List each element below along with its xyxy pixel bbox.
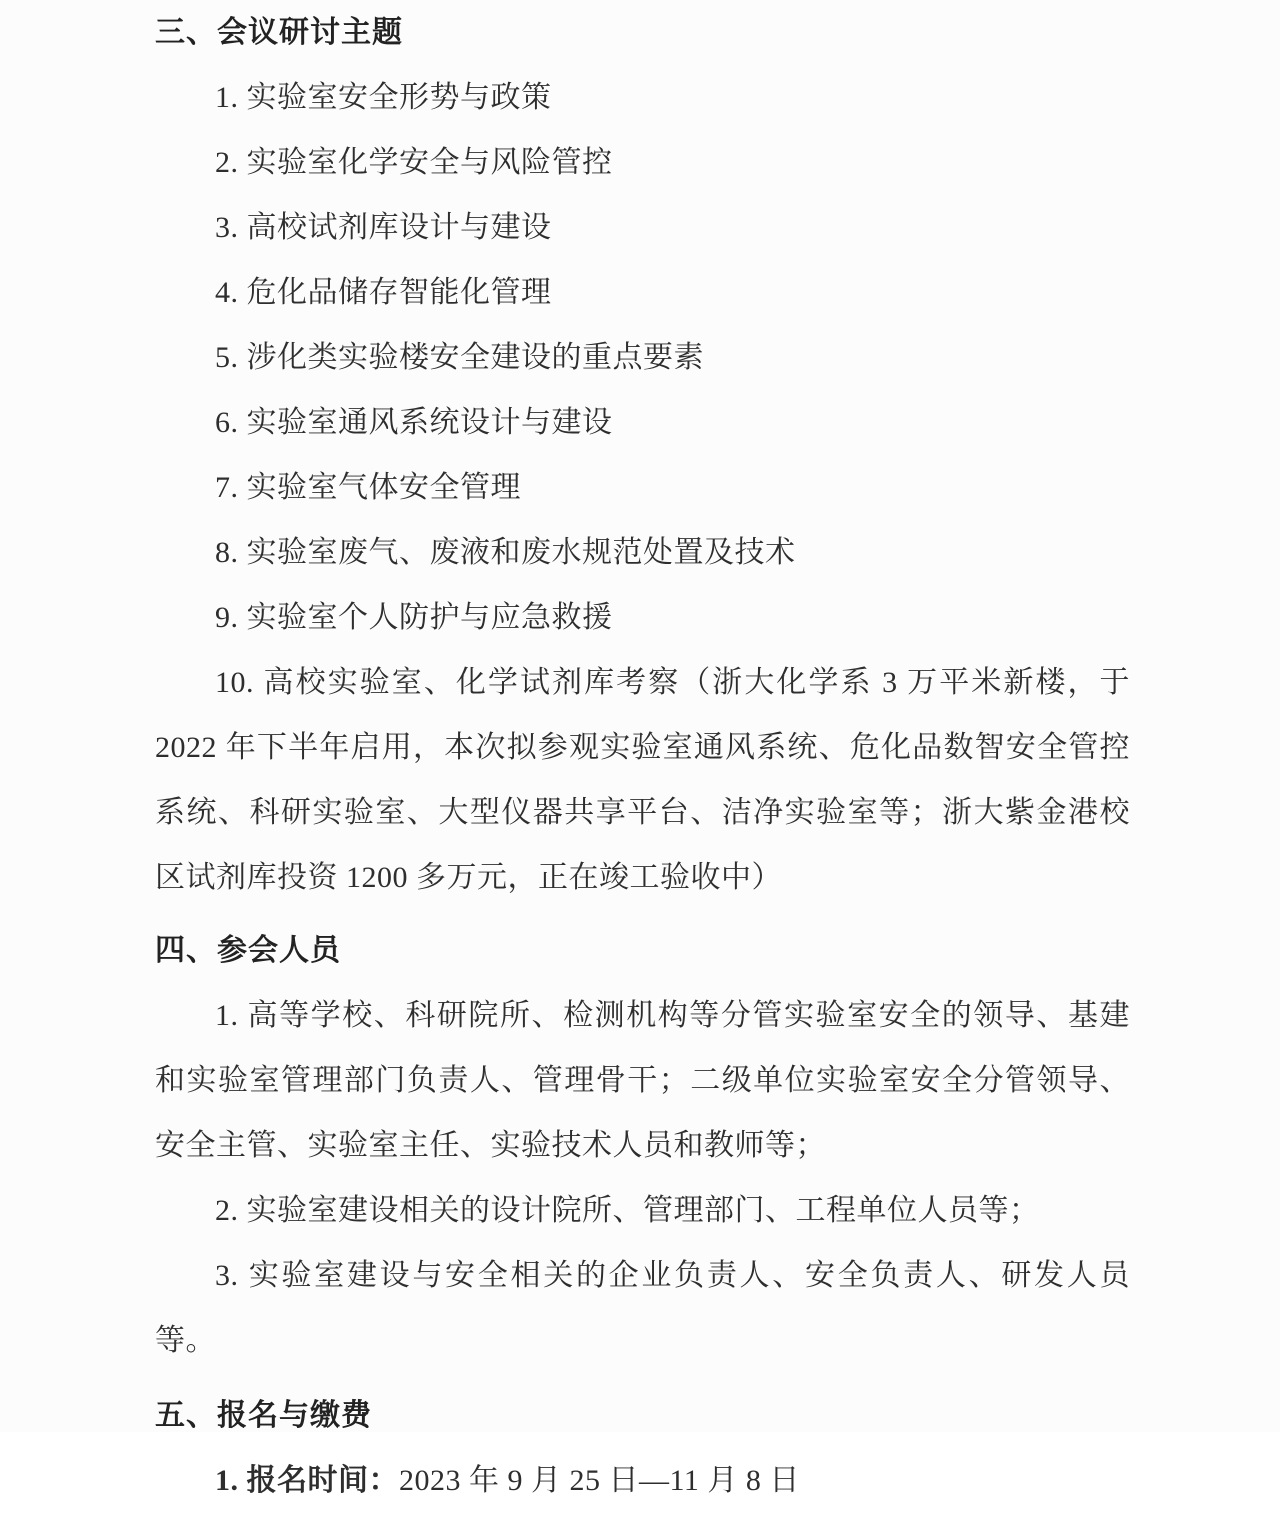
topic-item-1: 1. 实验室安全形势与政策 <box>215 81 552 114</box>
section-heading-registration: 五、报名与缴费 <box>155 1399 372 1432</box>
topic-item-6: 6. 实验室通风系统设计与建设 <box>215 406 613 439</box>
registration-time-line <box>155 1448 1130 1513</box>
topic-item-7: 7. 实验室气体安全管理 <box>215 471 521 504</box>
registration-time-label: 1. 报名时间： <box>215 1464 399 1497</box>
registration-time-value: 2023 年 9 月 25 日—11 月 8 日 <box>399 1464 800 1497</box>
topic-item-10: 10. 高校实验室、化学试剂库考察（浙大化学系 3 万平米新楼，于 2022 年下半年启用，本次拟参观实验室通风系统、危化品数智安全管控系统、科研实验室、大型仪器共享平台、洁净实验室等；浙大紫金港校区试剂库投资 1200 多万元，正在竣工验收中） <box>155 666 1130 894</box>
participant-item-3: 3. 实验室建设与安全相关的企业负责人、安全负责人、研发人员等。 <box>155 1259 1130 1357</box>
topic-item-9: 9. 实验室个人防护与应急救援 <box>215 601 613 634</box>
topic-item-8: 8. 实验室废气、废液和废水规范处置及技术 <box>215 536 796 569</box>
topic-item-5: 5. 涉化类实验楼安全建设的重点要素 <box>215 341 704 374</box>
topic-item-3: 3. 高校试剂库设计与建设 <box>215 211 552 244</box>
section-heading-topics: 三、会议研讨主题 <box>155 16 403 49</box>
participant-item-2: 2. 实验室建设相关的设计院所、管理部门、工程单位人员等； <box>215 1194 1040 1227</box>
section-heading-participants: 四、参会人员 <box>155 934 341 967</box>
participant-item-1: 1. 高等学校、科研院所、检测机构等分管实验室安全的领导、基建和实验室管理部门负责人、管理骨干；二级单位实验室安全分管领导、安全主管、实验室主任、实验技术人员和教师等； <box>155 999 1130 1162</box>
topic-item-4: 4. 危化品储存智能化管理 <box>215 276 552 309</box>
topic-item-2: 2. 实验室化学安全与风险管控 <box>215 146 613 179</box>
